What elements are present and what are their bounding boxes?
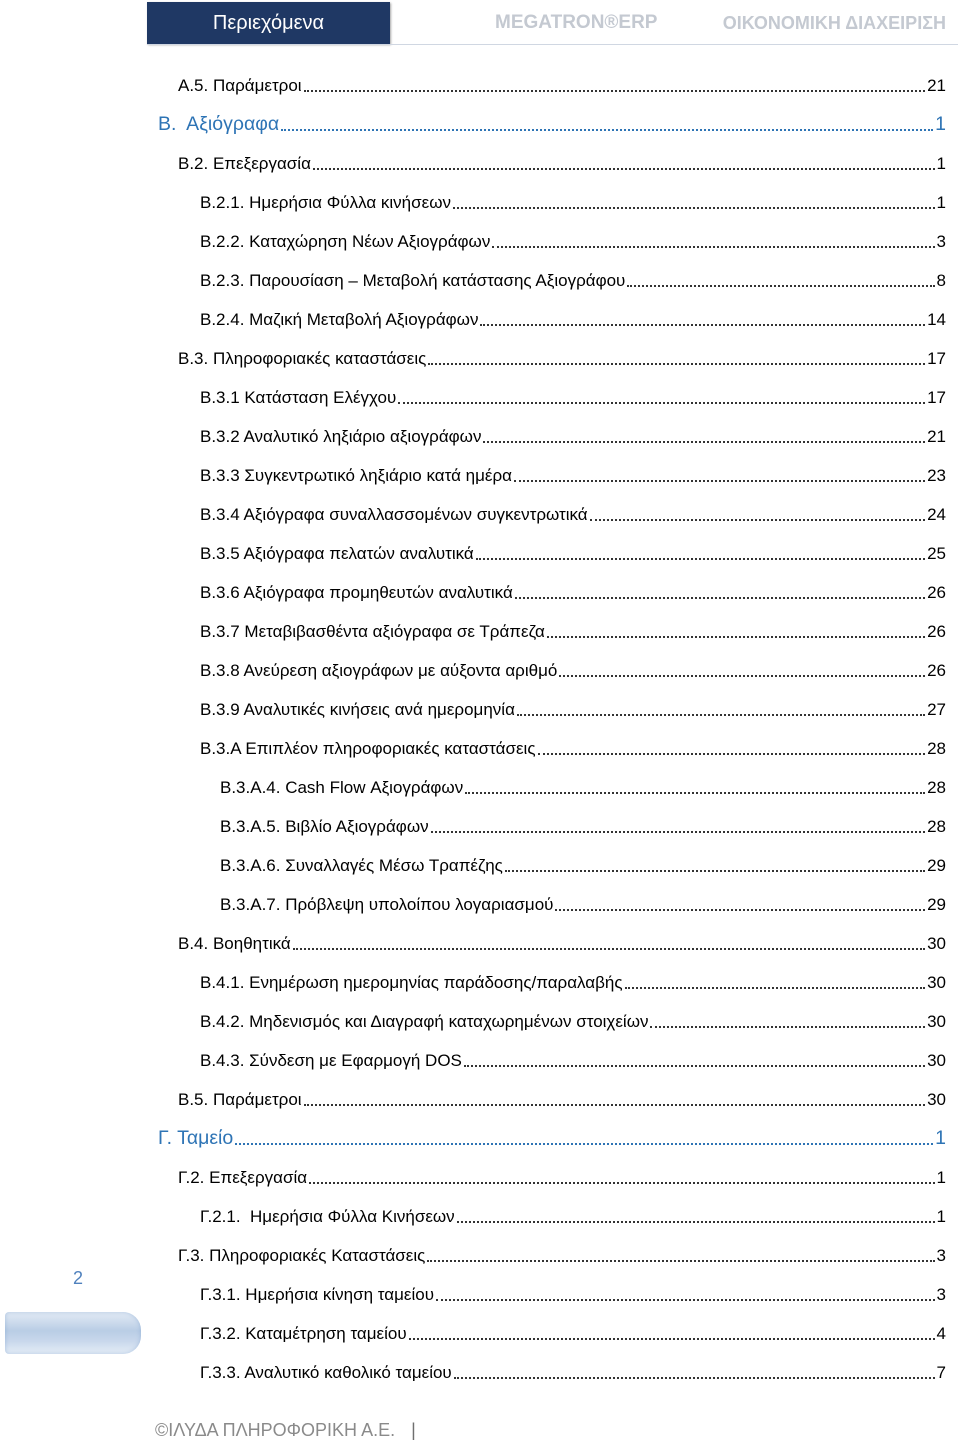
- toc-entry-page: 17: [927, 349, 946, 368]
- toc-entry[interactable]: [0, 729, 946, 768]
- toc-entry-page: 26: [927, 622, 946, 641]
- toc-entry-title: Γ.3. Πληροφοριακές Καταστάσεις: [178, 1246, 426, 1265]
- page-number-decoration: [5, 1312, 141, 1354]
- toc-entry[interactable]: [0, 807, 946, 846]
- toc-entry[interactable]: [0, 1080, 946, 1119]
- toc-entry-page: 14: [927, 310, 946, 329]
- toc-dot-leader: [465, 792, 925, 794]
- toc-entry-page: 1: [936, 1168, 946, 1187]
- toc-entry-title: Β.2. Επεξεργασία: [178, 154, 311, 173]
- toc-entry-page: 1: [935, 113, 946, 135]
- toc-entry-title: Γ.2.1. Ημερήσια Φύλλα Κινήσεων: [200, 1207, 455, 1226]
- toc-entry-page: 3: [936, 1246, 946, 1265]
- toc-dot-leader: [555, 909, 925, 911]
- toc-entry-page: 26: [927, 661, 946, 680]
- toc-entry[interactable]: [0, 1158, 946, 1197]
- toc-dot-leader: [431, 831, 925, 833]
- toc-entry-title: Β.3.7 Μεταβιβασθέντα αξιόγραφα σε Τράπεζα: [200, 622, 545, 641]
- toc-entry-title: Β.3.Α Επιπλέον πληροφοριακές καταστάσεις: [200, 739, 536, 758]
- toc-entry[interactable]: [0, 66, 946, 105]
- toc-entry[interactable]: [0, 261, 946, 300]
- toc-dot-leader: [627, 285, 934, 287]
- toc-dot-leader: [538, 753, 926, 755]
- toc-entry-title: Α.5. Παράμετροι: [178, 76, 302, 95]
- toc-dot-leader: [483, 441, 925, 443]
- footer: [155, 1418, 416, 1442]
- toc-entry[interactable]: [0, 1041, 946, 1080]
- toc-dot-leader: [409, 1338, 935, 1340]
- toc-dot-leader: [515, 597, 925, 599]
- toc-dot-leader: [398, 402, 925, 404]
- toc-entry[interactable]: [0, 963, 946, 1002]
- toc-entry-page: 8: [936, 271, 946, 290]
- toc-entry-title: Β.3.Α.5. Βιβλίο Αξιογράφων: [220, 817, 429, 836]
- toc-entry[interactable]: [0, 1353, 946, 1392]
- toc-entry[interactable]: [0, 651, 946, 690]
- toc-entry-title: Β.3.9 Αναλυτικές κινήσεις ανά ημερομηνία: [200, 700, 515, 719]
- toc-entry[interactable]: [0, 339, 946, 378]
- toc-entry[interactable]: [0, 222, 946, 261]
- toc-entry-page: 25: [927, 544, 946, 563]
- toc-entry-page: 26: [927, 583, 946, 602]
- toc-entry[interactable]: [0, 1314, 946, 1353]
- toc-entry-page: 30: [927, 973, 946, 992]
- toc-entry[interactable]: [0, 144, 946, 183]
- toc-entry-title: Β.3.3 Συγκεντρωτικό ληξιάριο κατά ημέρα: [200, 466, 512, 485]
- toc-entry-title: Γ.3.2. Καταμέτρηση ταμείου: [200, 1324, 407, 1343]
- toc-dot-leader: [427, 1260, 934, 1262]
- toc-entry[interactable]: [0, 105, 946, 144]
- toc-entry-title: Γ.2. Επεξεργασία: [178, 1168, 308, 1187]
- toc-dot-leader: [480, 324, 925, 326]
- header-title: Περιεχόμενα: [212, 12, 325, 34]
- toc-entry[interactable]: [0, 612, 946, 651]
- footer-separator: |: [411, 1420, 416, 1440]
- toc-entry-page: 23: [927, 466, 946, 485]
- toc-entry[interactable]: [0, 1236, 946, 1275]
- toc-entry-page: 1: [936, 1207, 946, 1226]
- toc-entry-title: Β.2.1. Ημερήσια Φύλλα κινήσεων: [200, 193, 451, 212]
- toc-entry-title: Γ.3.3. Αναλυτικό καθολικό ταμείου: [200, 1363, 452, 1382]
- toc-entry-title: Β.3.Α.6. Συναλλαγές Μέσω Τραπέζης: [220, 856, 503, 875]
- toc-entry-title: Β.4.2. Μηδενισμός και Διαγραφή καταχωρημένων στοιχείων: [200, 1012, 649, 1031]
- toc-entry-page: 30: [927, 1012, 946, 1031]
- toc-dot-leader: [505, 870, 925, 872]
- toc-entry-page: 27: [927, 700, 946, 719]
- toc-entry-title: Γ.3.1. Ημερήσια κίνηση ταμείου: [200, 1285, 434, 1304]
- toc-dot-leader: [235, 1143, 933, 1145]
- toc-entry-title: Β.3.8 Ανεύρεση αξιογράφων με αύξοντα αριθμό: [200, 661, 558, 680]
- toc-entry[interactable]: [0, 1119, 946, 1158]
- toc-entry-title: Β.3.6 Αξιόγραφα προμηθευτών αναλυτικά: [200, 583, 513, 602]
- toc-entry-page: 28: [927, 817, 946, 836]
- toc-entry-page: 3: [936, 232, 946, 251]
- toc-entry[interactable]: [0, 456, 946, 495]
- footer-copyright: ©ΙΛΥΔΑ ΠΛΗΡΟΦΟΡΙΚΗ Α.Ε.: [155, 1420, 396, 1440]
- toc-entry[interactable]: [0, 417, 946, 456]
- toc-entry[interactable]: [0, 924, 946, 963]
- toc-dot-leader: [514, 480, 925, 482]
- toc-entry-title: Β.3.2 Αναλυτικό ληξιάριο αξιογράφων: [200, 427, 482, 446]
- toc-entry[interactable]: [0, 1197, 946, 1236]
- toc-dot-leader: [436, 1299, 935, 1301]
- toc-entry-page: 24: [927, 505, 946, 524]
- toc-entry-page: 29: [927, 895, 946, 914]
- toc-dot-leader: [625, 987, 926, 989]
- table-of-contents: [0, 66, 946, 1392]
- toc-dot-leader: [590, 519, 925, 521]
- toc-entry-page: 30: [927, 1051, 946, 1070]
- toc-entry-title: Β.2.3. Παρουσίαση – Μεταβολή κατάστασης Αξιογράφου: [200, 271, 626, 290]
- toc-dot-leader: [547, 636, 925, 638]
- toc-dot-leader: [293, 948, 925, 950]
- toc-entry[interactable]: [0, 495, 946, 534]
- toc-entry-title: Β.3.1 Κατάσταση Ελέγχου: [200, 388, 397, 407]
- toc-entry-page: 4: [936, 1324, 946, 1343]
- toc-dot-leader: [304, 90, 926, 92]
- toc-entry[interactable]: [0, 1275, 946, 1314]
- toc-entry-title: Β.3. Πληροφοριακές καταστάσεις: [178, 349, 427, 368]
- toc-entry-title: Γ. Ταμείο: [158, 1127, 234, 1149]
- toc-dot-leader: [281, 129, 933, 131]
- header-contents-tab: [147, 2, 390, 44]
- toc-entry-title: Β.5. Παράμετροι: [178, 1090, 302, 1109]
- toc-entry[interactable]: [0, 1002, 946, 1041]
- toc-dot-leader: [492, 246, 934, 248]
- toc-entry-title: Β.4.1. Ενημέρωση ημερομηνίας παράδοσης/παραλαβής: [200, 973, 623, 992]
- toc-dot-leader: [313, 168, 935, 170]
- toc-entry-page: 7: [936, 1363, 946, 1382]
- toc-entry-page: 1: [936, 154, 946, 173]
- toc-entry-title: Β.2.2. Καταχώρηση Νέων Αξιογράφων: [200, 232, 491, 251]
- toc-entry[interactable]: [0, 846, 946, 885]
- header-product-name: MEGATRON®ERP: [495, 12, 658, 33]
- toc-entry-title: Β.2.4. Μαζική Μεταβολή Αξιογράφων: [200, 310, 479, 329]
- toc-entry-title: Β. Αξιόγραφα: [158, 113, 280, 135]
- toc-entry-title: Β.3.Α.4. Cash Flow Αξιογράφων: [220, 778, 464, 797]
- toc-entry-title: Β.3.5 Αξιόγραφα πελατών αναλυτικά: [200, 544, 474, 563]
- toc-entry-page: 21: [927, 76, 946, 95]
- toc-entry-page: 28: [927, 778, 946, 797]
- toc-entry[interactable]: [0, 378, 946, 417]
- toc-entry-title: Β.3.4 Αξιόγραφα συναλλασσομένων συγκεντρωτικά: [200, 505, 588, 524]
- toc-entry-title: Β.4.3. Σύνδεση με Εφαρμογή DOS: [200, 1051, 462, 1070]
- toc-entry-page: 17: [927, 388, 946, 407]
- header-module-name: ΟΙΚΟΝΟΜΙΚΗ ΔΙΑΧΕΙΡΙΣΗ: [722, 13, 946, 33]
- toc-dot-leader: [464, 1065, 925, 1067]
- toc-entry-page: 3: [936, 1285, 946, 1304]
- toc-entry-page: 28: [927, 739, 946, 758]
- toc-entry[interactable]: [0, 690, 946, 729]
- toc-entry[interactable]: [0, 183, 946, 222]
- toc-dot-leader: [453, 207, 935, 209]
- toc-entry-page: 1: [936, 193, 946, 212]
- toc-entry-page: 30: [927, 1090, 946, 1109]
- toc-entry-page: 30: [927, 934, 946, 953]
- toc-entry-page: 21: [927, 427, 946, 446]
- toc-dot-leader: [454, 1377, 935, 1379]
- toc-entry[interactable]: [0, 534, 946, 573]
- toc-entry-page: 29: [927, 856, 946, 875]
- toc-dot-leader: [309, 1182, 934, 1184]
- toc-dot-leader: [559, 675, 925, 677]
- toc-entry-page: 1: [935, 1127, 946, 1149]
- toc-dot-leader: [476, 558, 925, 560]
- toc-dot-leader: [457, 1221, 935, 1223]
- header-divider: [147, 44, 958, 45]
- toc-dot-leader: [304, 1104, 926, 1106]
- toc-entry[interactable]: [0, 885, 946, 924]
- page-number: 2: [72, 1268, 83, 1288]
- toc-entry[interactable]: [0, 573, 946, 612]
- toc-dot-leader: [428, 363, 925, 365]
- toc-entry-title: Β.4. Βοηθητικά: [178, 934, 291, 953]
- toc-entry[interactable]: [0, 300, 946, 339]
- toc-dot-leader: [517, 714, 925, 716]
- toc-entry[interactable]: [0, 768, 946, 807]
- toc-entry-title: Β.3.Α.7. Πρόβλεψη υπολοίπου λογαριασμού: [220, 895, 554, 914]
- toc-dot-leader: [650, 1026, 925, 1028]
